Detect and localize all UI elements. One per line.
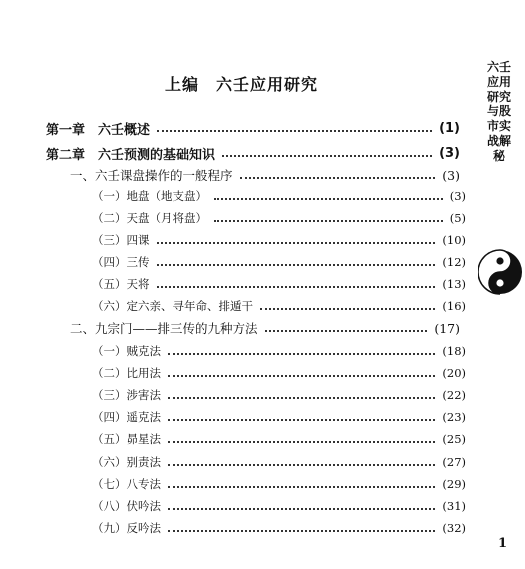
- toc-entry-title: （四）遥克法: [92, 410, 161, 424]
- toc-entry-page: (1): [439, 120, 460, 136]
- toc-entry-title: （三）四课: [92, 233, 150, 247]
- toc-entry-title: （七）八专法: [92, 477, 161, 491]
- dot-leader: [168, 353, 435, 355]
- dot-leader: [168, 441, 435, 443]
- toc-entry-title: （八）伏吟法: [92, 499, 161, 513]
- toc-entry-section-1[interactable]: [70, 165, 460, 185]
- toc-entry-subsection[interactable]: [92, 208, 466, 228]
- dot-leader: [168, 419, 435, 421]
- toc-entry-title: （二）天盘（月将盘）: [92, 211, 207, 225]
- toc-entry-subsection[interactable]: [92, 341, 466, 361]
- toc-entry-chapter-2[interactable]: [46, 143, 460, 163]
- toc-entry-subsection[interactable]: [92, 518, 466, 538]
- toc-entry-page: (27): [442, 455, 466, 469]
- dot-leader: [214, 220, 443, 222]
- toc-entry-subsection[interactable]: [92, 363, 466, 383]
- toc-entry-page: (16): [442, 299, 466, 313]
- dot-leader: [168, 464, 435, 466]
- toc-entry-chapter-1[interactable]: [46, 118, 460, 138]
- toc-entry-page: (18): [442, 344, 466, 358]
- dot-leader: [168, 375, 435, 377]
- toc-entry-page: (23): [442, 410, 466, 424]
- toc-entry-subsection[interactable]: [92, 496, 466, 516]
- toc-entry-title: （一）地盘（地支盘）: [92, 189, 207, 203]
- yin-yang-icon: [478, 248, 522, 296]
- toc-entry-page: (31): [442, 499, 466, 513]
- toc-entry-title: （一）贼克法: [92, 344, 161, 358]
- toc-entry-page: (5): [449, 211, 466, 225]
- toc-entry-title: （六）别责法: [92, 455, 161, 469]
- toc-entry-subsection[interactable]: [92, 452, 466, 472]
- dot-leader: [214, 198, 443, 200]
- toc-entry-subsection[interactable]: [92, 474, 466, 494]
- toc-entry-page: (12): [442, 255, 466, 269]
- toc-entry-title: （五）昴星法: [92, 432, 161, 446]
- toc-entry-title: 二、九宗门——排三传的九种方法: [70, 321, 258, 336]
- dot-leader: [260, 308, 435, 310]
- dot-leader: [168, 397, 435, 399]
- toc-entry-title: （五）天将: [92, 277, 150, 291]
- dot-leader: [240, 177, 436, 179]
- toc-entry-subsection[interactable]: [92, 429, 466, 449]
- toc-entry-subsection[interactable]: [92, 230, 466, 250]
- toc-entry-subsection[interactable]: [92, 407, 466, 427]
- toc-entry-title: 一、六壬课盘操作的一般程序: [70, 168, 233, 183]
- dot-leader: [157, 242, 436, 244]
- toc-entry-title: （四）三传: [92, 255, 150, 269]
- vertical-book-title: 六壬应用研究与股市实战解秘: [487, 60, 512, 163]
- dot-leader: [222, 155, 432, 157]
- toc-entry-title: （二）比用法: [92, 366, 161, 380]
- part-title: 上编 六壬应用研究: [165, 75, 319, 94]
- toc-entry-title: 第二章 六壬预测的基础知识: [46, 147, 216, 163]
- toc-entry-subsection[interactable]: [92, 252, 466, 272]
- toc-entry-title: （九）反吟法: [92, 521, 161, 535]
- toc-entry-page: (20): [442, 366, 466, 380]
- toc-entry-page: (22): [442, 388, 466, 402]
- toc-entry-subsection[interactable]: [92, 186, 466, 206]
- dot-leader: [265, 330, 428, 332]
- toc-entry-section-2[interactable]: [70, 318, 460, 338]
- toc-entry-subsection[interactable]: [92, 296, 466, 316]
- dot-leader: [168, 530, 435, 532]
- dot-leader: [157, 264, 436, 266]
- toc-entry-page: (13): [442, 277, 466, 291]
- toc-entry-title: （六）定六亲、寻年命、排遁干: [92, 299, 253, 313]
- toc-entry-subsection[interactable]: [92, 274, 466, 294]
- toc-entry-page: (29): [442, 477, 466, 491]
- toc-entry-subsection[interactable]: [92, 385, 466, 405]
- toc-entry-page: (17): [434, 320, 460, 336]
- dot-leader: [168, 508, 435, 510]
- toc-entry-title: （三）涉害法: [92, 388, 161, 402]
- dot-leader: [157, 130, 432, 132]
- dot-leader: [168, 486, 435, 488]
- toc-entry-page: (10): [442, 233, 466, 247]
- toc-entry-page: (3): [442, 167, 460, 183]
- toc-entry-page: (3): [439, 145, 460, 161]
- toc-entry-title: 第一章 六壬概述: [46, 122, 151, 138]
- toc-entry-page: (25): [442, 432, 466, 446]
- page-number: 1: [498, 536, 508, 551]
- toc-entry-page: (3): [449, 189, 466, 203]
- toc-entry-page: (32): [442, 521, 466, 535]
- dot-leader: [157, 286, 436, 288]
